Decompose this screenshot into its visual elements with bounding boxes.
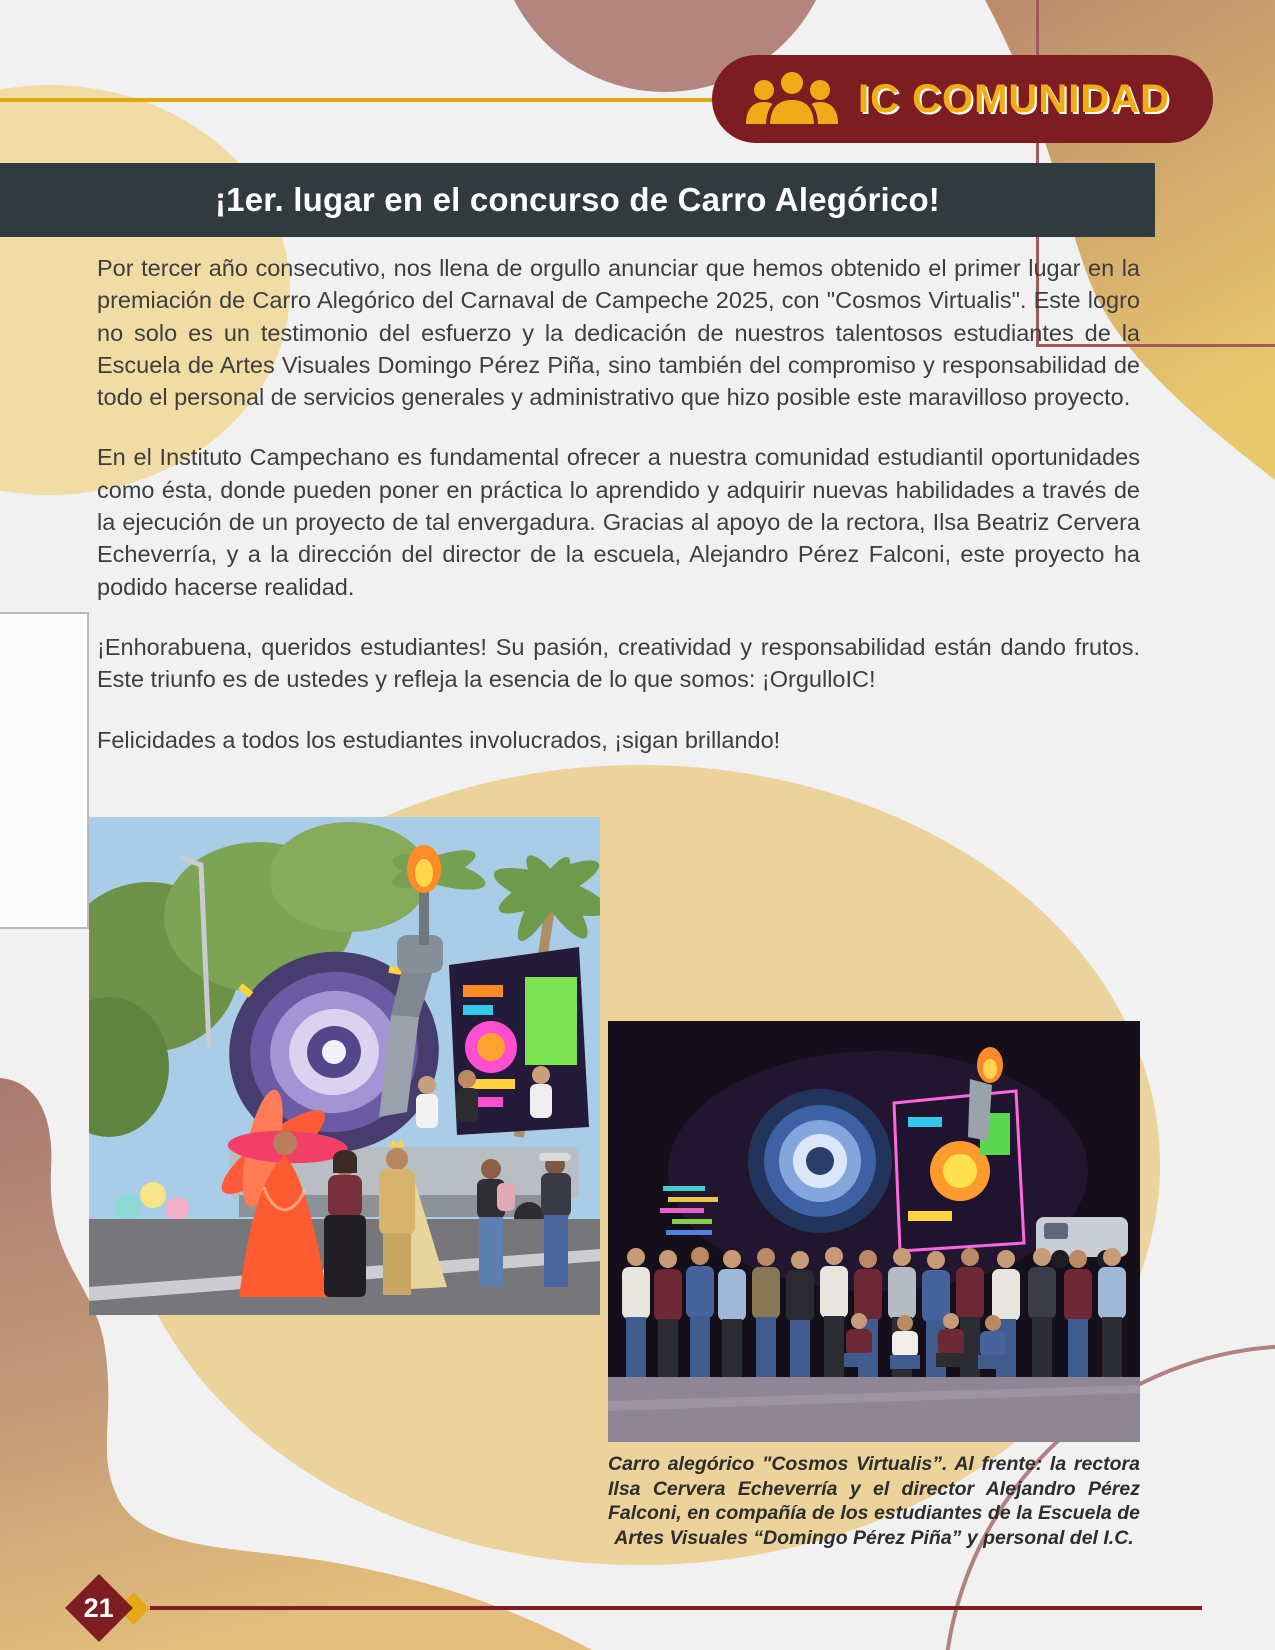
day-photo bbox=[89, 817, 600, 1315]
paragraph: Felicidades a todos los estudiantes involucrados, ¡sigan brillando! bbox=[97, 726, 781, 753]
footer-rule bbox=[150, 1606, 1202, 1610]
article-body bbox=[97, 252, 1140, 784]
day-photo-illustration bbox=[89, 817, 600, 1315]
section-badge-label: IC COMUNIDAD bbox=[858, 76, 1170, 121]
photo-caption: Carro alegórico "Cosmos Virtualis”. Al frente: la rectora Ilsa Cervera Echeverría y el director Alejandro Pérez Falconi, en compañía de los estudiantes de la Escuela de Artes Visuales “Domingo Pérez Piña” y personal del I.C. bbox=[608, 1453, 1140, 1549]
paragraph: ¡Enhorabuena, queridos estudiantes! Su pasión, creatividad y responsabilidad están dando frutos. Este triunfo es de ustedes y refleja la esencia de lo que somos: ¡OrgulloIC! bbox=[97, 633, 1140, 693]
float-spiral-disc-night bbox=[748, 1089, 892, 1233]
section-badge bbox=[712, 55, 1213, 143]
people-group-icon bbox=[742, 68, 842, 130]
margin-note-box bbox=[0, 612, 89, 929]
float-console-night bbox=[894, 1091, 1024, 1251]
page-number: 21 bbox=[83, 1592, 115, 1623]
article-title: ¡1er. lugar en el concurso de Carro Alegórico! bbox=[214, 181, 940, 218]
night-photo bbox=[608, 1021, 1140, 1442]
article-title-banner bbox=[0, 163, 1155, 237]
paragraph: En el Instituto Campechano es fundamental ofrecer a nuestra comunidad estudiantil oportunidades como ésta, donde pueden poner en práctica lo aprendido y adquirir nuevas habilidades a través de la ejecución de un proyecto de tal envergadura. Gracias al apoyo de la rectora, Ilsa Beatriz Cervera Echeverría, y a la dirección del director de la escuela, Alejandro Pérez Falconi, este proyecto ha podido hacerse realidad. bbox=[97, 444, 1140, 600]
paragraph: Por tercer año consecutivo, nos llena de orgullo anunciar que hemos obtenido el primer lugar en la premiación de Carro Alegórico del Carnaval de Campeche 2025, con "Cosmos Virtualis". Este logro no solo es un testimonio del esfuerzo y la dedicación de nuestros talentosos estudiantes de la Escuela de Artes Visuales Domingo Pérez Piña, sino también del compromiso y responsabilidad de todo el personal de servicios generales y administrativo que hizo posible este maravilloso proyecto. bbox=[97, 255, 1140, 411]
header-gold-line bbox=[0, 98, 714, 102]
night-photo-illustration bbox=[608, 1021, 1140, 1442]
